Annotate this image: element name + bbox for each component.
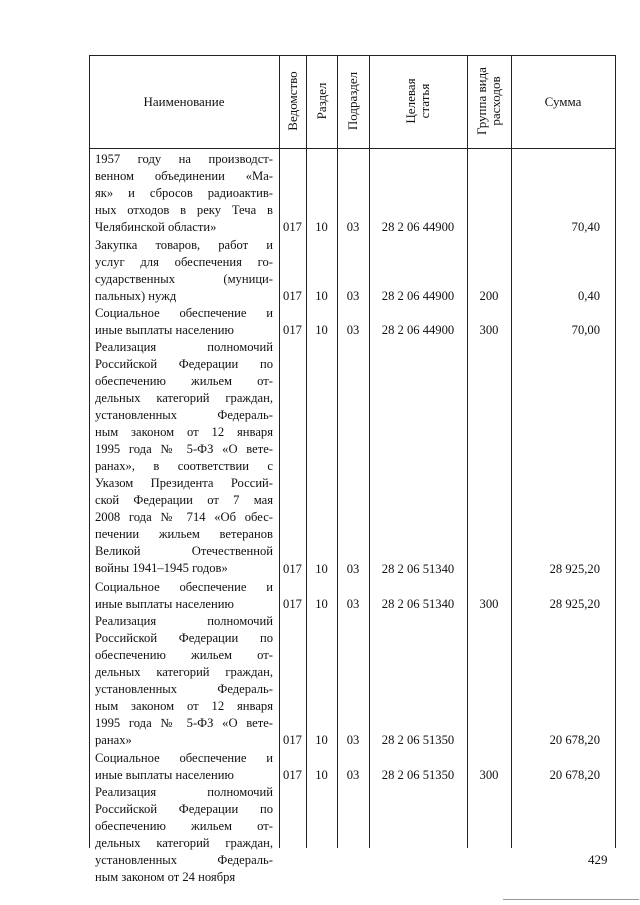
cell-target: 28 2 06 51350	[381, 767, 455, 782]
row-name-line: Социальное обеспечение и	[95, 305, 273, 320]
cell-group: 200	[479, 288, 499, 303]
row-name-line: Реализация полномочий	[95, 784, 273, 799]
row-name	[95, 151, 273, 236]
row-name-line: Российской Федерации по	[95, 801, 273, 816]
row-name-line: Социальное обеспечение и	[95, 579, 273, 594]
row-name-line: Социальное обеспечение и	[95, 750, 273, 765]
cell-sum: 70,00	[571, 322, 600, 337]
cell-ved: 017	[283, 596, 302, 611]
row-name-line: печении жильем ветеранов	[95, 527, 273, 542]
row-name	[95, 613, 273, 749]
row-name-line: пальных) нужд	[95, 288, 177, 303]
header-name: Наименование	[143, 94, 225, 109]
cell-razdel: 10	[315, 733, 328, 748]
row-name-line: Реализация полномочий	[95, 613, 273, 628]
row-name-line: Челябинской области»	[95, 220, 217, 234]
cell-podrazdel: 03	[346, 562, 360, 577]
row-name-line: Указом Президента Россий-	[95, 476, 273, 491]
cell-group: 300	[479, 322, 499, 337]
row-name-line: установленных Федераль-	[95, 681, 273, 696]
cell-group: 300	[479, 767, 499, 782]
row-name	[95, 579, 273, 613]
row-name	[95, 339, 273, 577]
row-name-line: ным законом от 12 января	[95, 698, 273, 713]
footer-line	[503, 899, 639, 900]
row-name-line: 1995 года № 5-ФЗ «О вете-	[95, 442, 273, 457]
row-name	[95, 237, 273, 305]
cell-group: 300	[479, 596, 499, 611]
row-name-line: 1995 года № 5-ФЗ «О вете-	[95, 715, 273, 730]
row-name-line: услуг для обеспечения го-	[95, 254, 273, 269]
cell-target: 28 2 06 51350	[381, 733, 455, 748]
row-name-line: дельных категорий граждан,	[95, 835, 273, 850]
row-name-line: обеспечению жильем от-	[95, 818, 273, 833]
column-border	[89, 55, 90, 848]
row-name-line: иные выплаты населению	[95, 322, 234, 337]
cell-razdel: 10	[315, 596, 328, 611]
row-name-line: 2008 года № 714 «Об обес-	[95, 510, 273, 525]
row-name-line: ской Федерации от 7 мая	[95, 493, 273, 508]
cell-ved: 017	[283, 562, 302, 577]
row-name-line: Закупка товаров, работ и	[95, 237, 273, 252]
row-name-line: установленных Федераль-	[95, 408, 273, 423]
cell-target: 28 2 06 51340	[381, 596, 455, 611]
row-name-line: войны 1941–1945 годов»	[95, 561, 228, 576]
cell-target: 28 2 06 44900	[381, 220, 455, 235]
row-name-line: Российской Федерации по	[95, 357, 273, 372]
row-name-line: Российской Федерации по	[95, 630, 273, 645]
header-podrazdel: Подраздел	[345, 71, 360, 131]
cell-ved: 017	[283, 322, 302, 337]
column-border	[511, 55, 512, 848]
row-name	[95, 305, 273, 339]
cell-sum: 70,40	[571, 220, 600, 235]
row-name	[95, 750, 273, 784]
cell-ved: 017	[283, 288, 302, 303]
cell-sum: 28 925,20	[549, 562, 600, 577]
cell-sum: 20 678,20	[549, 733, 600, 748]
cell-podrazdel: 03	[346, 596, 360, 611]
cell-razdel: 10	[315, 322, 328, 337]
row-name-line: сударственных (муници-	[95, 271, 273, 286]
cell-sum: 28 925,20	[549, 596, 600, 611]
cell-target: 28 2 06 44900	[381, 288, 455, 303]
cell-razdel: 10	[315, 562, 328, 577]
header-expense-group: Группа вида расходов	[474, 67, 503, 135]
header-sum: Сумма	[544, 94, 582, 109]
row-name-line: обеспечению жильем от-	[95, 374, 273, 389]
cell-sum: 20 678,20	[549, 767, 600, 782]
row-name-line: Великой Отечественной	[95, 544, 273, 559]
cell-sum: 0,40	[577, 288, 600, 303]
row-name-line: иные выплаты населению	[95, 596, 234, 611]
row-name-line: дельных категорий граждан,	[95, 391, 273, 406]
row-name-line: Реализация полномочий	[95, 340, 273, 355]
page-number: 429	[588, 852, 608, 867]
row-name-line: ранах», в соответствии с	[95, 459, 273, 474]
row-name-line: ным законом от 24 ноября	[95, 869, 236, 884]
row-name-line: дельных категорий граждан,	[95, 664, 273, 679]
cell-ved: 017	[283, 733, 302, 748]
row-name-line: ным законом от 12 января	[95, 425, 273, 440]
row-name	[95, 784, 273, 886]
cell-razdel: 10	[315, 288, 328, 303]
cell-ved: 017	[283, 767, 302, 782]
column-border	[369, 55, 370, 848]
row-name-line: установленных Федераль-	[95, 852, 273, 867]
cell-podrazdel: 03	[346, 733, 360, 748]
cell-podrazdel: 03	[346, 220, 360, 235]
row-name-line: 1957 году на производст-	[95, 152, 273, 166]
row-name-line: ных отходов в реку Теча в	[95, 203, 273, 217]
row-name-line: ранах»	[95, 732, 132, 747]
cell-target: 28 2 06 44900	[381, 322, 455, 337]
column-border	[306, 55, 307, 848]
column-border	[615, 55, 616, 848]
column-border	[337, 55, 338, 848]
cell-podrazdel: 03	[346, 767, 360, 782]
header-target-article: Целевая статья	[403, 78, 432, 124]
row-name-line: иные выплаты населению	[95, 767, 234, 782]
cell-target: 28 2 06 51340	[381, 562, 455, 577]
cell-ved: 017	[283, 220, 302, 235]
row-name-line: як» и сбросов радиоактив-	[95, 186, 273, 200]
cell-razdel: 10	[315, 220, 328, 235]
header-razdel: Раздел	[314, 82, 329, 120]
cell-razdel: 10	[315, 767, 328, 782]
column-border	[467, 55, 468, 848]
column-border	[279, 55, 280, 848]
row-name-line: обеспечению жильем от-	[95, 647, 273, 662]
cell-podrazdel: 03	[346, 288, 360, 303]
header-vedomstvo: Ведомство	[285, 71, 300, 131]
cell-podrazdel: 03	[346, 322, 360, 337]
row-name-line: венном объединении «Ма-	[95, 169, 273, 183]
